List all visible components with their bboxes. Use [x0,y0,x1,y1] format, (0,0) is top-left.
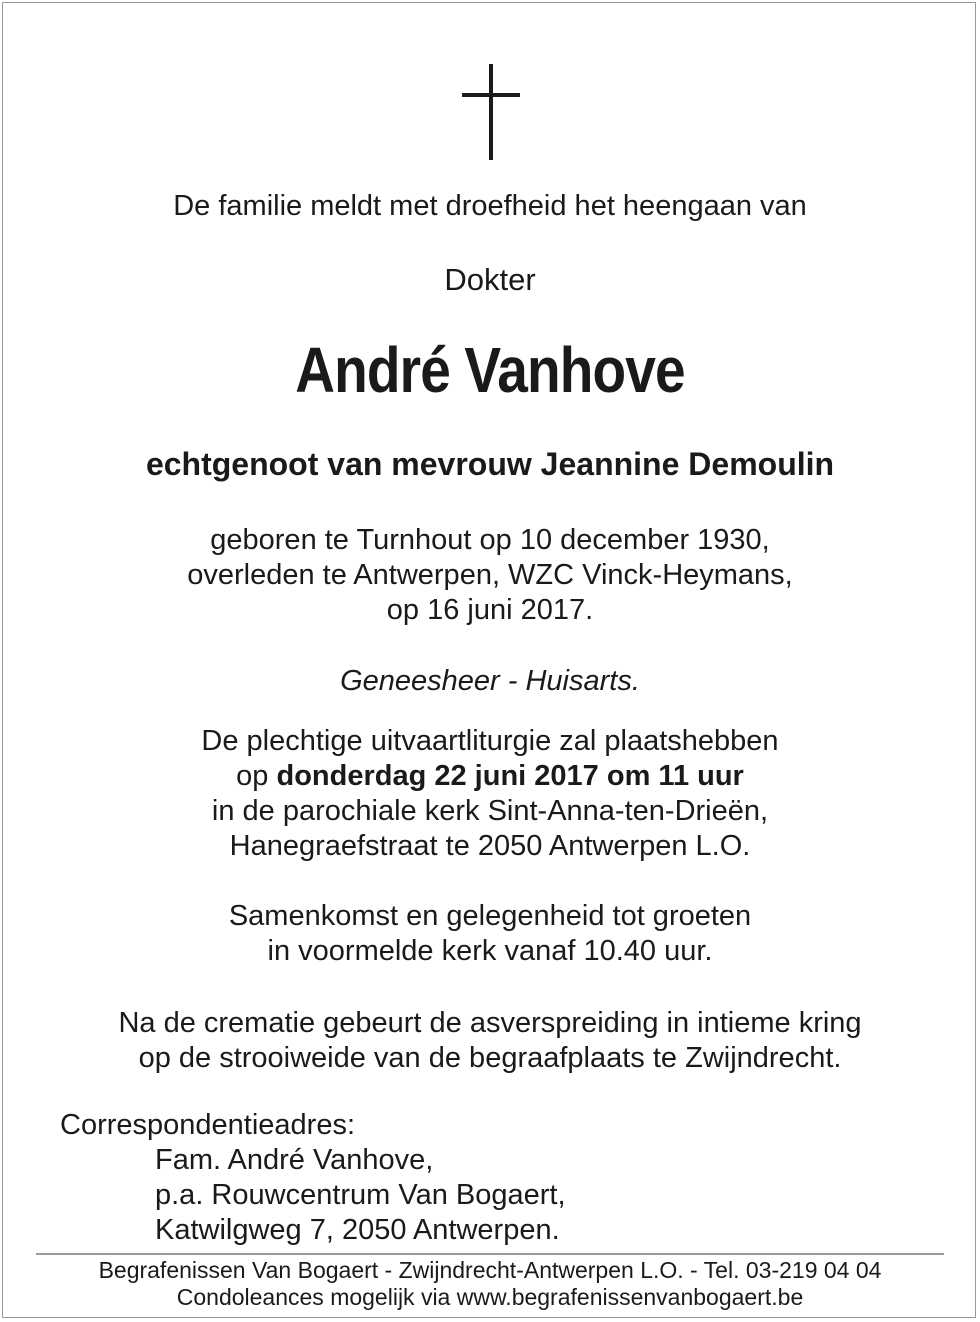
spouse-line: echtgenoot van mevrouw Jeannine Demoulin [145,446,835,482]
gathering-block [0,899,980,969]
correspondence-address [155,1143,566,1248]
deceased-name: André Vanhove [295,334,685,406]
cremation-line: op de strooiweide van de begraafplaats te Zwijndrecht. [138,1042,842,1074]
cross-icon [462,64,520,160]
footer-contact: Begrafenissen Van Bogaert - Zwijndrecht-Antwerpen L.O. - Tel. 03-219 04 04 [98,1257,882,1283]
gathering-line: Samenkomst en gelegenheid tot groeten [228,900,752,932]
correspondence-line: Fam. André Vanhove, [155,1144,434,1176]
correspondence-line: p.a. Rouwcentrum Van Bogaert, [155,1179,566,1211]
footer [0,1257,980,1311]
cremation-block [0,1006,980,1076]
gathering-line: in voormelde kerk vanaf 10.40 uur. [267,935,713,967]
liturgy-date-line [0,759,980,794]
liturgy-line: De plechtige uitvaartliturgie zal plaatshebben [201,725,779,757]
liturgy-block [0,724,980,864]
liturgy-church-line: in de parochiale kerk Sint-Anna-ten-Drieën, [211,795,769,827]
profession: Geneesheer - Huisarts. [340,665,640,697]
death-line: overleden te Antwerpen, WZC Vinck-Heymans, [187,559,793,591]
liturgy-date-prefix: op [236,760,277,792]
cremation-line: Na de crematie gebeurt de asverspreiding in intieme kring [118,1007,862,1039]
birth-line: geboren te Turnhout op 10 december 1930, [210,524,770,556]
liturgy-address-line: Hanegraefstraat te 2050 Antwerpen L.O. [229,830,751,862]
correspondence-label: Correspondentieadres: [60,1109,356,1141]
footer-divider [36,1253,944,1255]
correspondence-line: Katwilgweg 7, 2050 Antwerpen. [155,1214,560,1246]
title-text: Dokter [444,262,536,297]
intro-text: De familie meldt met droefheid het heengaan van [173,190,807,222]
footer-condolences: Condoleances mogelijk via www.begrafenissenvanbogaert.be [176,1284,804,1310]
liturgy-date: donderdag 22 juni 2017 om 11 uur [276,760,744,792]
birth-death-block [0,523,980,628]
death-date-line: op 16 juni 2017. [386,594,594,626]
